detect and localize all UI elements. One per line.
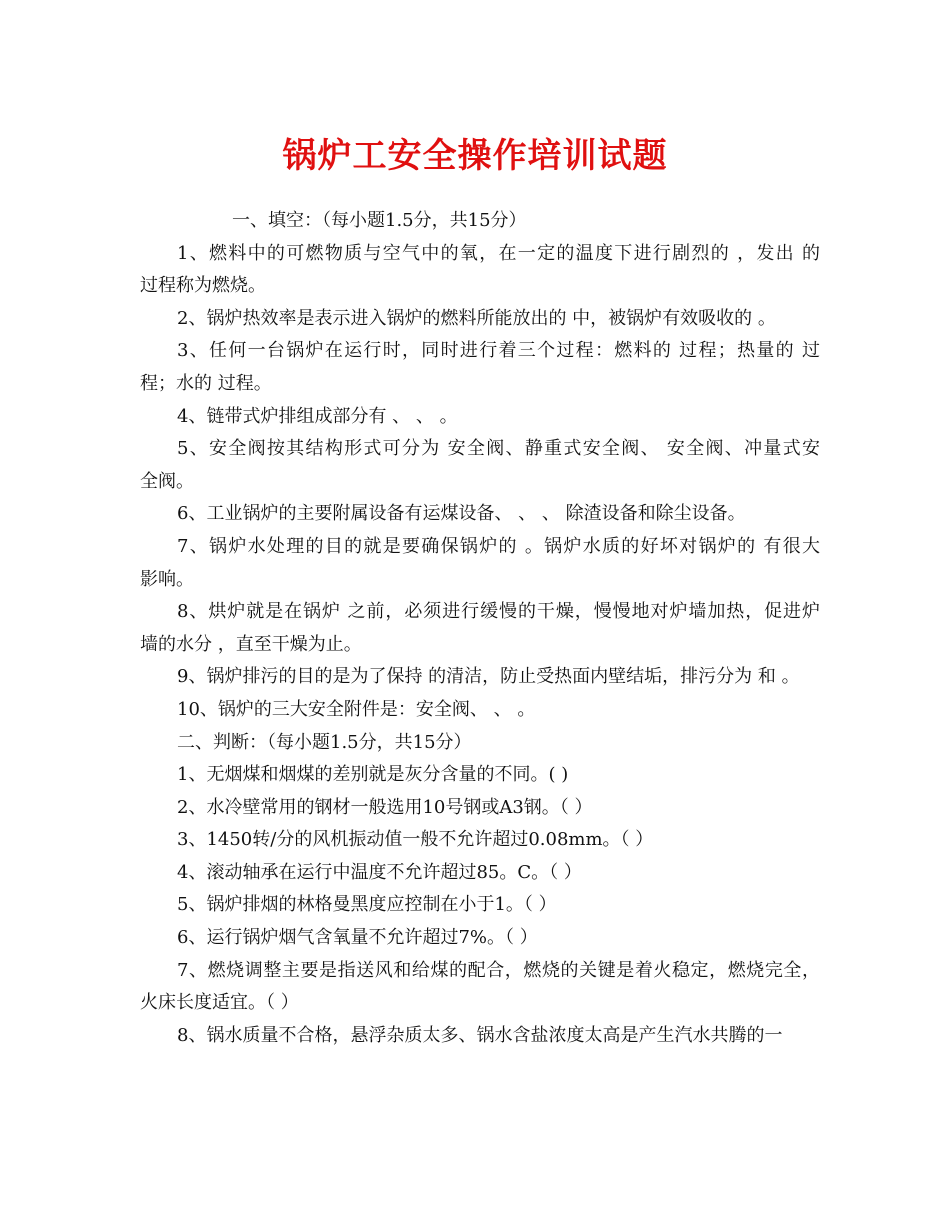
text-line: 8、烘炉就是在锅炉 之前，必须进行缓慢的干燥，慢慢地对炉墙加热，促进炉	[177, 601, 820, 623]
text-line: 10、锅炉的三大安全附件是：安全阀、 、 。	[177, 698, 536, 720]
text-line: 1、无烟煤和烟煤的差别就是灰分含量的不同。( )	[177, 764, 569, 786]
document-body	[140, 205, 820, 1052]
text-line: 全阀。	[140, 470, 194, 492]
text-line: 过程称为燃烧。	[140, 275, 266, 297]
text-line: 火床长度适宜。（ ）	[140, 992, 299, 1014]
text-line: 4、链带式炉排组成部分有 、 、 。	[177, 405, 458, 427]
text-line: 一、填空：（每小题1.5分，共15分）	[232, 210, 527, 231]
text-line: 8、锅水质量不合格，悬浮杂质太多、锅水含盐浓度太高是产生汽水共腾的一	[177, 1024, 783, 1046]
text-line: 6、运行锅炉烟气含氧量不允许超过7%。（ ）	[177, 927, 538, 949]
text-line: 9、锅炉排污的目的是为了保持 的清洁，防止受热面内壁结垢，排污分为 和 。	[177, 666, 800, 688]
text-line: 影响。	[140, 568, 194, 590]
text-line: 7、燃烧调整主要是指送风和给煤的配合，燃烧的关键是着火稳定，燃烧完全，	[177, 959, 820, 981]
text-line: 2、锅炉热效率是表示进入锅炉的燃料所能放出的 中，被锅炉有效吸收的 。	[177, 307, 776, 329]
text-line: 7、锅炉水处理的目的就是要确保锅炉的 。锅炉水质的好坏对锅炉的 有很大	[177, 535, 820, 557]
text-line: 5、安全阀按其结构形式可分为 安全阀、静重式安全阀、 安全阀、冲量式安	[177, 438, 820, 460]
text-line: 3、任何一台锅炉在运行时，同时进行着三个过程：燃料的 过程；热量的 过	[177, 340, 820, 362]
text-line: 3、1450转/分的风机振动值一般不允许超过0.08mm。（ ）	[177, 829, 654, 851]
text-line: 2、水冷壁常用的钢材一般选用10号钢或A3钢。（ ）	[177, 796, 593, 818]
document-title: 锅炉工安全操作培训试题	[282, 136, 668, 176]
text-line: 程；水的 过程。	[140, 372, 272, 394]
text-line: 墙的水分 ，直至干燥为止。	[140, 633, 362, 655]
text-line: 1、燃料中的可燃物质与空气中的氧，在一定的温度下进行剧烈的 ，发出 的	[177, 242, 820, 264]
text-line: 6、工业锅炉的主要附属设备有运煤设备、 、 、 除渣设备和除尘设备。	[177, 503, 746, 525]
text-line: 5、锅炉排烟的林格曼黑度应控制在小于1。（ ）	[177, 894, 557, 916]
text-line: 二、判断：（每小题1.5分，共15分）	[177, 731, 472, 753]
text-line: 4、滚动轴承在运行中温度不允许超过85。C。（ ）	[177, 861, 582, 883]
